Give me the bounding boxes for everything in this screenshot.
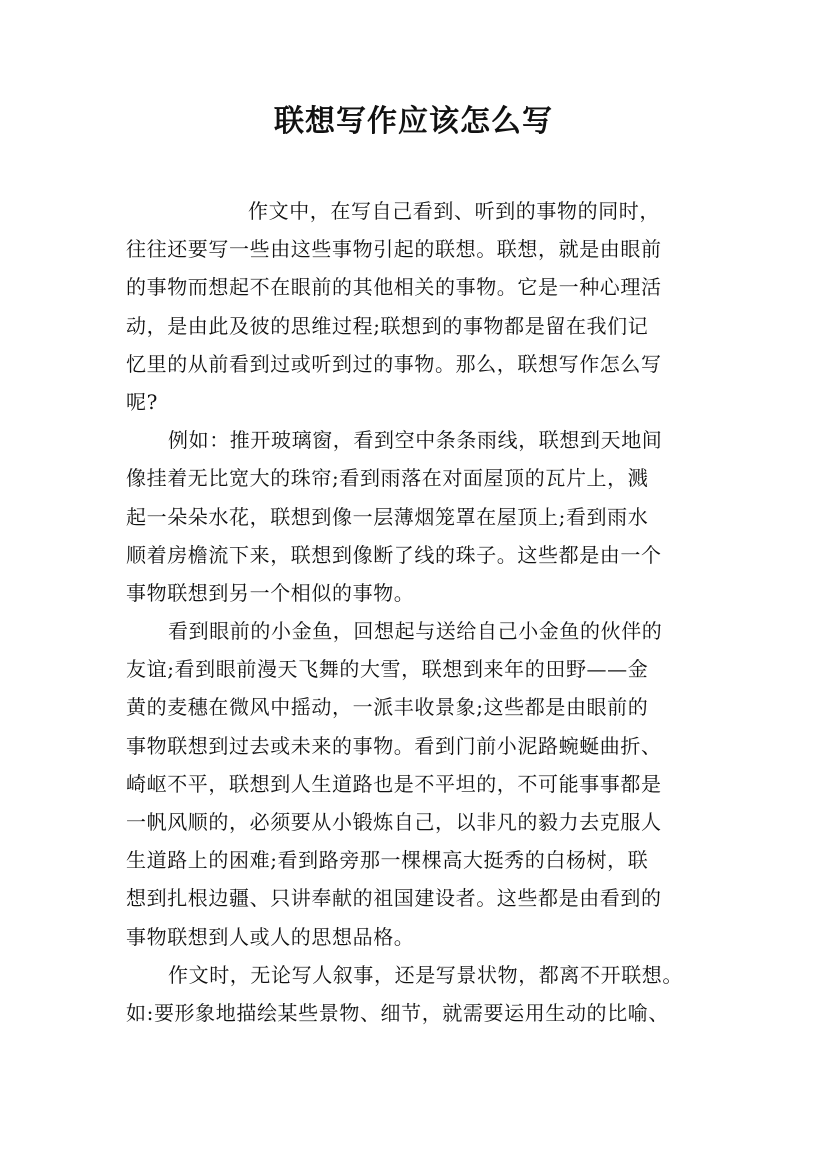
paragraph-1-line-4: 动，是由此及彼的思维过程;联想到的事物都是留在我们记 (126, 313, 649, 338)
paragraph-3-line-3: 黄的麦穗在微风中摇动，一派丰收景象;这些都是由眼前的 (126, 695, 649, 720)
paragraph-2-line-5: 事物联想到另一个相似的事物。 (126, 580, 415, 605)
document-title: 联想写作应该怎么写 (274, 104, 553, 139)
paragraph-3-line-1: 看到眼前的小金鱼，回想起与送给自己小金鱼的伙伴的 (168, 619, 663, 644)
paragraph-3-line-8: 想到扎根边疆、只讲奉献的祖国建设者。这些都是由看到的 (126, 886, 662, 911)
paragraph-2-line-3: 起一朵朵水花，联想到像一层薄烟笼罩在屋顶上;看到雨水 (126, 504, 649, 529)
paragraph-1-line-5: 忆里的从前看到过或听到过的事物。那么，联想写作怎么写 (126, 351, 662, 376)
paragraph-2-line-2: 像挂着无比宽大的珠帘;看到雨落在对面屋顶的瓦片上，溅 (126, 466, 649, 491)
paragraph-4-line-2: 如:要形象地描绘某些景物、细节，就需要运用生动的比喻、 (126, 1000, 669, 1025)
paragraph-3-line-2: 友谊;看到眼前漫天飞舞的大雪，联想到来年的田野——金 (126, 657, 649, 682)
paragraph-4-line-1: 作文时，无论写人叙事，还是写景状物，都离不开联想。 (168, 962, 683, 987)
paragraph-2-line-1: 例如：推开玻璃窗，看到空中条条雨线，联想到天地间 (168, 428, 663, 453)
document-body (126, 192, 716, 1032)
paragraph-1-line-2: 往往还要写一些由这些事物引起的联想。联想，就是由眼前 (126, 237, 662, 262)
paragraph-3-line-5: 崎岖不平，联想到人生道路也是不平坦的，不可能事事都是 (126, 771, 662, 796)
paragraph-1-line-6: 呢? (126, 389, 158, 414)
paragraph-3-line-6: 一帆风顺的，必须要从小锻炼自己，以非凡的毅力去克服人 (126, 810, 662, 834)
paragraph-3-line-4: 事物联想到过去或未来的事物。看到门前小泥路蜿蜒曲折、 (126, 733, 662, 758)
paragraph-1-line-3: 的事物而想起不在眼前的其他相关的事物。它是一种心理活 (126, 275, 662, 300)
paragraph-3-line-9: 事物联想到人或人的思想品格。 (126, 924, 415, 949)
paragraph-3-line-7: 生道路上的困难;看到路旁那一棵棵高大挺秀的白杨树，联 (126, 848, 649, 873)
paragraph-1-line-1: 作文中，在写自己看到、听到的事物的同时， (248, 199, 660, 223)
paragraph-2-line-4: 顺着房檐流下来，联想到像断了线的珠子。这些都是由一个 (126, 542, 662, 567)
